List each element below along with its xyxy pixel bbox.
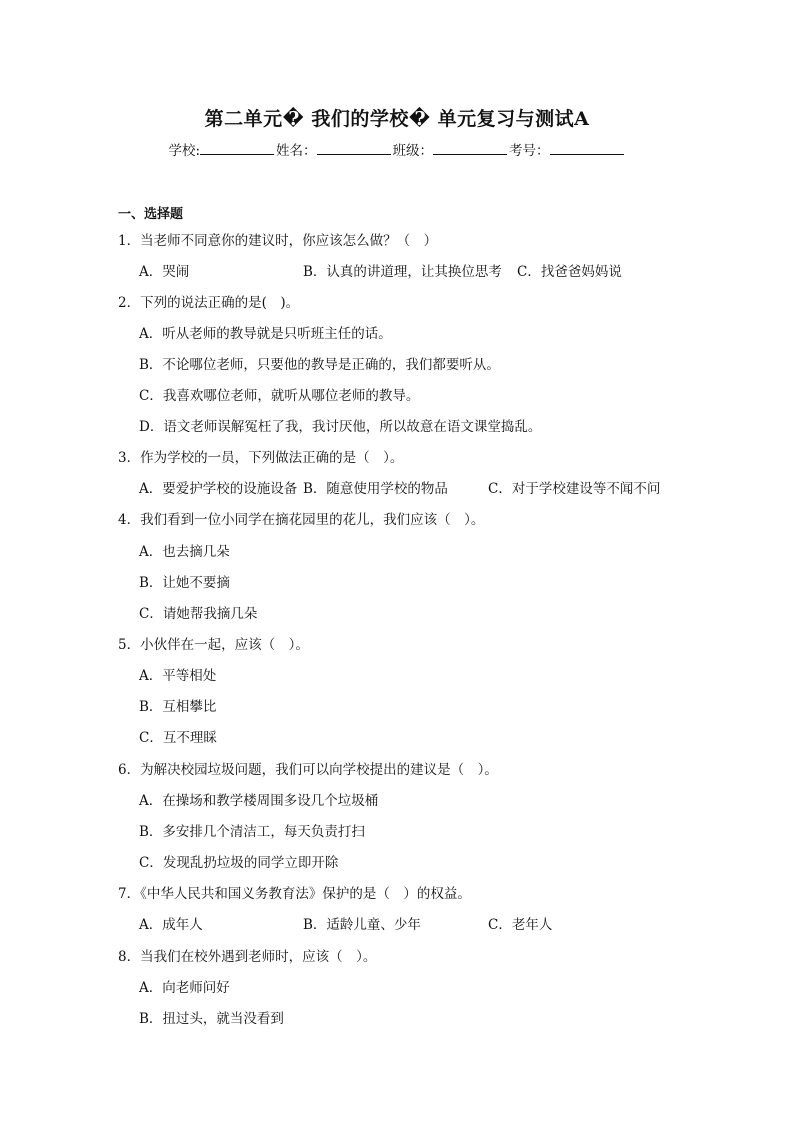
question-3-option-b: B．随意使用学校的物品 xyxy=(303,481,448,497)
student-info-line xyxy=(0,139,794,159)
name-blank xyxy=(317,142,391,155)
question-4-option-a: A．也去摘几朵 xyxy=(139,544,230,560)
question-5-option-a: A．平等相处 xyxy=(139,668,217,684)
question-2-option-c: C．我喜欢哪位老师，就听从哪位老师的教导。 xyxy=(139,388,420,404)
question-8-stem: 8．当我们在校外遇到老师时，应该（ ）。 xyxy=(118,949,377,965)
question-8-option-a: A．向老师问好 xyxy=(139,980,230,996)
question-3-option-a: A．要爱护学校的设施设备 xyxy=(139,481,298,497)
exam-number-blank xyxy=(550,142,624,155)
question-5-option-c: C．互不理睬 xyxy=(139,730,217,746)
question-3-stem: 3．作为学校的一员，下列做法正确的是（ ）。 xyxy=(118,450,404,466)
question-1-stem: 1．当老师不同意你的建议时，你应该怎么做？（ ） xyxy=(118,233,438,249)
question-2-option-b: B．不论哪位老师，只要他的教导是正确的，我们都要听从。 xyxy=(139,357,500,373)
name-label: 姓名： xyxy=(276,143,317,159)
question-8-option-b: B．扭过头，就当没看到 xyxy=(139,1011,284,1027)
question-4-stem: 4．我们看到一位小同学在摘花园里的花儿，我们应该（ ）。 xyxy=(118,512,485,528)
question-6-option-c: C．发现乱扔垃圾的同学立即开除 xyxy=(139,855,339,871)
class-label: 班级： xyxy=(392,143,434,159)
question-4-option-c: C．请她帮我摘几朵 xyxy=(139,606,258,622)
question-7-option-b: B．适龄儿童、少年 xyxy=(303,917,421,933)
question-7-option-c: C．老年人 xyxy=(488,917,553,933)
question-7-stem: 7．《中华人民共和国义务教育法》保护的是（ ）的权益。 xyxy=(118,886,471,902)
question-3-option-c: C．对于学校建设等不闻不问 xyxy=(488,481,661,497)
question-1-option-a: A．哭闹 xyxy=(139,264,190,280)
class-blank xyxy=(433,142,507,155)
section-title: 一、选择题 xyxy=(118,207,184,222)
question-1-option-c: C．找爸爸妈妈说 xyxy=(517,264,622,280)
question-6-stem: 6．为解决校园垃圾问题，我们可以向学校提出的建议是（ ）。 xyxy=(118,762,498,778)
question-5-stem: 5．小伙伴在一起，应该（ ）。 xyxy=(118,637,309,653)
question-6-option-b: B．多安排几个清洁工，每天负责打扫 xyxy=(139,824,365,840)
question-2-option-a: A．听从老师的教导就是只听班主任的话。 xyxy=(139,326,392,342)
question-1-option-b: B．认真的讲道理，让其换位思考 xyxy=(303,264,502,280)
question-7-option-a: A．成年人 xyxy=(139,917,203,933)
question-4-option-b: B．让她不要摘 xyxy=(139,575,230,591)
question-5-option-b: B．互相攀比 xyxy=(139,699,217,715)
school-label: 学校: xyxy=(168,143,201,159)
page-title: 第二单元� 我们的学校� 单元复习与测试A xyxy=(204,108,590,130)
exam-number-label: 考号： xyxy=(509,143,550,159)
school-blank xyxy=(200,142,274,155)
question-6-option-a: A．在操场和教学楼周围多设几个垃圾桶 xyxy=(139,793,379,809)
question-2-option-d: D．语文老师误解冤枉了我，我讨厌他，所以故意在语文课堂捣乱。 xyxy=(139,419,542,435)
question-2-stem: 2．下列的说法正确的是( )。 xyxy=(118,295,300,311)
